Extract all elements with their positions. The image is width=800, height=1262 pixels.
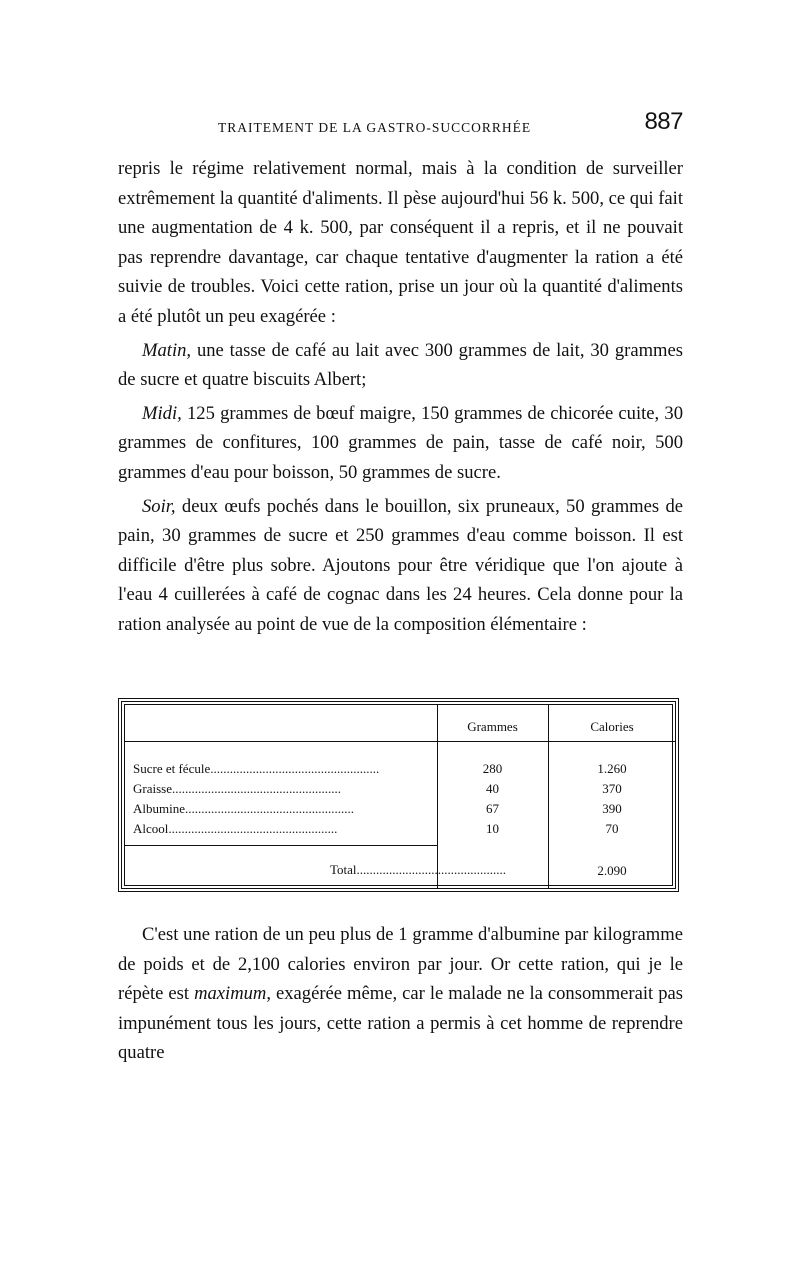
header-grammes: Grammes xyxy=(467,719,518,734)
text-matin: une tasse de café au lait avec 300 grammes de lait, 30 grammes de sucre et quatre biscuits Albert; xyxy=(118,339,683,391)
lead-midi: Midi, xyxy=(142,402,182,424)
paragraph-5: C'est une ration de un peu plus de 1 gramme d'albumine par kilogramme de poids et de 2,100 calories environ par jour. Or cette ration, qui je le répète est maximum, exagérée même, car le malade ne la consommerait pas impunément tous les jours, cette ration a permis à cet homme de reprendre quatre xyxy=(118,924,683,1064)
table-cell-grammes: 280 xyxy=(482,761,503,776)
table-cell-calories: 390 xyxy=(602,801,622,816)
total-rule xyxy=(125,845,437,846)
paragraph-midi xyxy=(118,399,683,488)
table-cell-calories: 70 xyxy=(605,821,619,836)
table-row-label: Sucre et fécule.................................................... xyxy=(133,761,380,776)
lead-matin: Matin, xyxy=(142,339,192,361)
text-soir: deux œufs pochés dans le bouillon, six pruneaux, 50 grammes de pain, 30 grammes de sucre et 250 grammes d'eau comme boisson. Il est difficile d'être plus sobre. Ajoutons pour être véridique que l'on ajoute à l'eau 4 cuillerées à café de cognac dans les 24 heures. Cela donne pour la ration analysée au point de vue de la composition élémentaire : xyxy=(118,495,683,635)
emphasis-maximum: maximum xyxy=(194,983,267,1005)
total-calories: 2.090 xyxy=(597,863,627,878)
table-cell-grammes: 10 xyxy=(486,821,499,836)
table-cell-grammes: 40 xyxy=(486,781,499,796)
running-head xyxy=(118,108,683,144)
table-cell-calories: 370 xyxy=(602,781,622,796)
table-row-label: Alcool.................................................... xyxy=(133,821,338,836)
composition-table xyxy=(118,698,679,892)
table-row-label: Graisse.................................................... xyxy=(133,781,341,796)
table-row-label: Albumine.................................................... xyxy=(133,801,354,816)
text-midi: 125 grammes de bœuf maigre, 150 grammes de chicorée cuite, 30 grammes de confitures, 100 grammes de pain, tasse de café noir, 500 grammes d'eau pour boisson, 50 grammes de sucre. xyxy=(118,402,683,483)
table-cell-calories: 1.260 xyxy=(597,761,627,776)
table-cell-grammes: 67 xyxy=(486,801,499,816)
table-grid xyxy=(124,704,673,886)
paragraph-matin xyxy=(118,336,683,395)
header-calories: Calories xyxy=(590,719,634,734)
lead-soir: Soir, xyxy=(142,495,176,517)
running-title: TRAITEMENT DE LA GASTRO-SUCCORRHÉE xyxy=(218,120,532,135)
header-rule xyxy=(125,741,676,742)
paragraph-soir xyxy=(118,492,683,640)
page-number: 887 xyxy=(644,108,683,135)
total-label: Total.............................................. xyxy=(330,862,507,877)
book-page xyxy=(118,108,683,1064)
paragraph-1: repris le régime relativement normal, mais à la condition de surveiller extrêmement la quantité d'aliments. Il pèse aujourd'hui 56 k. 500, ce qui fait une augmentation de 4 k. 500, par conséquent il a repris, et il ne pouvait pas reprendre davantage, car chaque tentative d'augmenter la ration a été suivie de troubles. Voici cette ration, prise un jour où la quantité d'aliments a été plutôt un peu exagérée : xyxy=(118,158,683,327)
